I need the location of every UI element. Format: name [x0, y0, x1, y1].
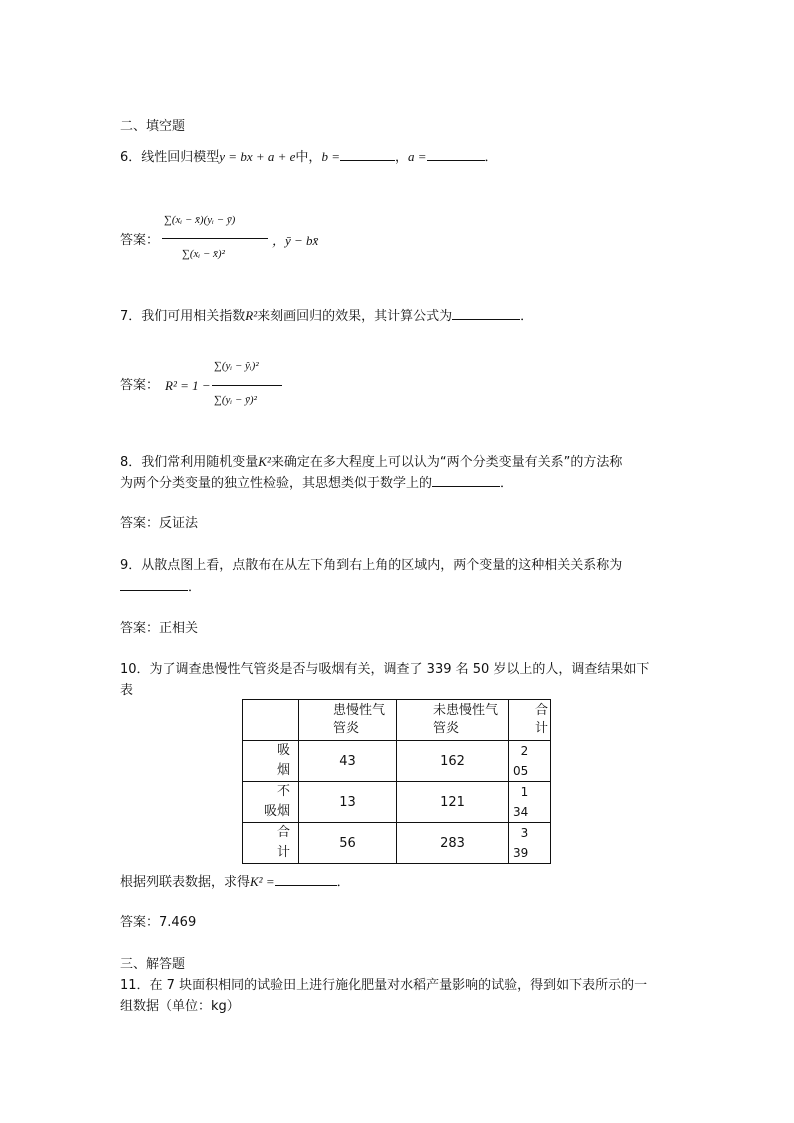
q6-answer-fraction [162, 206, 272, 276]
q10-blank[interactable] [275, 873, 337, 886]
q6-answer-numerator: ∑(xᵢ − x̄)(yᵢ − ȳ) [164, 214, 236, 226]
q8-suffix: 来确定在多大程度上可以认为“两个分类变量有关系”的方法称 [270, 455, 623, 470]
q8-prefix: 8．我们常利用随机变量 [120, 455, 259, 470]
q7-answer-lhs: R² = 1 − [165, 378, 211, 393]
row-label-cell: 不 吸烟 [243, 782, 299, 823]
q7-blank[interactable] [452, 307, 520, 320]
row-label-cell: 吸 烟 [243, 741, 299, 782]
section-2-title: 二、填空题 [120, 119, 186, 134]
fraction-bar [162, 238, 268, 239]
q6-formula: y = bx + a + e [219, 149, 296, 164]
q7-answer-numerator: ∑(yᵢ − ŷᵢ)² [214, 360, 259, 372]
q7-prefix: 7．我们可用相关指数 [120, 309, 246, 324]
q7-answer-label: 答案： [120, 378, 160, 393]
q10-answer: 答案：7.469 [120, 915, 197, 930]
question-10-after-table [120, 873, 350, 892]
question-8-line-2 [120, 474, 513, 493]
table-cell: 1 34 [509, 782, 551, 823]
q10-end: ． [336, 875, 350, 890]
fraction-bar [212, 385, 282, 386]
q6-answer-tail: ，ȳ − bx̄ [272, 233, 319, 248]
table-cell: 13 [299, 782, 397, 823]
q6-end: ． [484, 150, 498, 165]
question-11-line-2: 组数据（单位：kg） [120, 999, 240, 1014]
table-header-cell [243, 700, 299, 741]
q6-answer-denominator: ∑(xᵢ − x̄)² [182, 248, 225, 260]
table-cell: 283 [397, 823, 509, 864]
row-label-cell: 合 计 [243, 823, 299, 864]
contingency-table [242, 699, 551, 864]
question-10-line-2: 表 [120, 683, 134, 698]
q7-end: ． [520, 309, 534, 324]
q6-mid: 中， [295, 150, 322, 165]
question-7 [120, 307, 533, 326]
q9-end: ． [188, 580, 202, 595]
question-9-line-1: 9．从散点图上看，点散布在从左下角到右上角的区域内，两个变量的这种相关关系称为 [120, 558, 623, 573]
q10-after-symbol: K² = [250, 874, 275, 889]
q6-b-blank[interactable] [340, 148, 395, 161]
question-6 [120, 148, 498, 167]
q7-symbol: R² [245, 308, 258, 323]
q6-prefix: 6．线性回归模型 [120, 150, 220, 165]
table-cell: 56 [299, 823, 397, 864]
table-cell: 2 05 [509, 741, 551, 782]
q7-answer-denominator: ∑(yᵢ − ȳ)² [214, 394, 257, 406]
question-8-line-1 [120, 453, 622, 472]
table-row [243, 741, 551, 782]
table-cell: 43 [299, 741, 397, 782]
q6-sep: ， [394, 150, 408, 165]
table-header-cell: 未患慢性气 管炎 [397, 700, 509, 741]
q7-answer-fraction [212, 352, 292, 422]
table-row [243, 782, 551, 823]
q9-blank[interactable] [120, 578, 188, 591]
question-10-line-1: 10．为了调查患慢性气管炎是否与吸烟有关，调查了 339 名 50 岁以上的人，调查结果如下 [120, 662, 650, 677]
q6-b-label: b = [321, 149, 340, 164]
table-header-row [243, 700, 551, 741]
table-row [243, 823, 551, 864]
table-header-cell: 合 计 [509, 700, 551, 741]
q8-symbol: K² [258, 454, 271, 469]
table-cell: 3 39 [509, 823, 551, 864]
table-cell: 162 [397, 741, 509, 782]
q7-suffix: 来刻画回归的效果，其计算公式为 [257, 309, 453, 324]
q8-end: ． [500, 476, 514, 491]
q8-line-2-text: 为两个分类变量的独立性检验，其思想类似于数学上的 [120, 476, 433, 491]
q6-a-blank[interactable] [427, 148, 485, 161]
table-header-cell: 患慢性气 管炎 [299, 700, 397, 741]
question-9-line-2 [120, 578, 201, 597]
question-11-line-1: 11．在 7 块面积相同的试验田上进行施化肥量对水稻产量影响的试验，得到如下表所示的一 [120, 978, 648, 993]
section-3-title: 三、解答题 [120, 957, 186, 972]
q10-after-prefix: 根据列联表数据，求得 [120, 875, 251, 890]
q8-blank[interactable] [432, 474, 500, 487]
q6-a-label: a = [407, 149, 427, 164]
q9-answer: 答案：正相关 [120, 621, 199, 636]
table-cell: 121 [397, 782, 509, 823]
q6-answer-label: 答案： [120, 233, 160, 248]
q8-answer: 答案：反证法 [120, 516, 199, 531]
